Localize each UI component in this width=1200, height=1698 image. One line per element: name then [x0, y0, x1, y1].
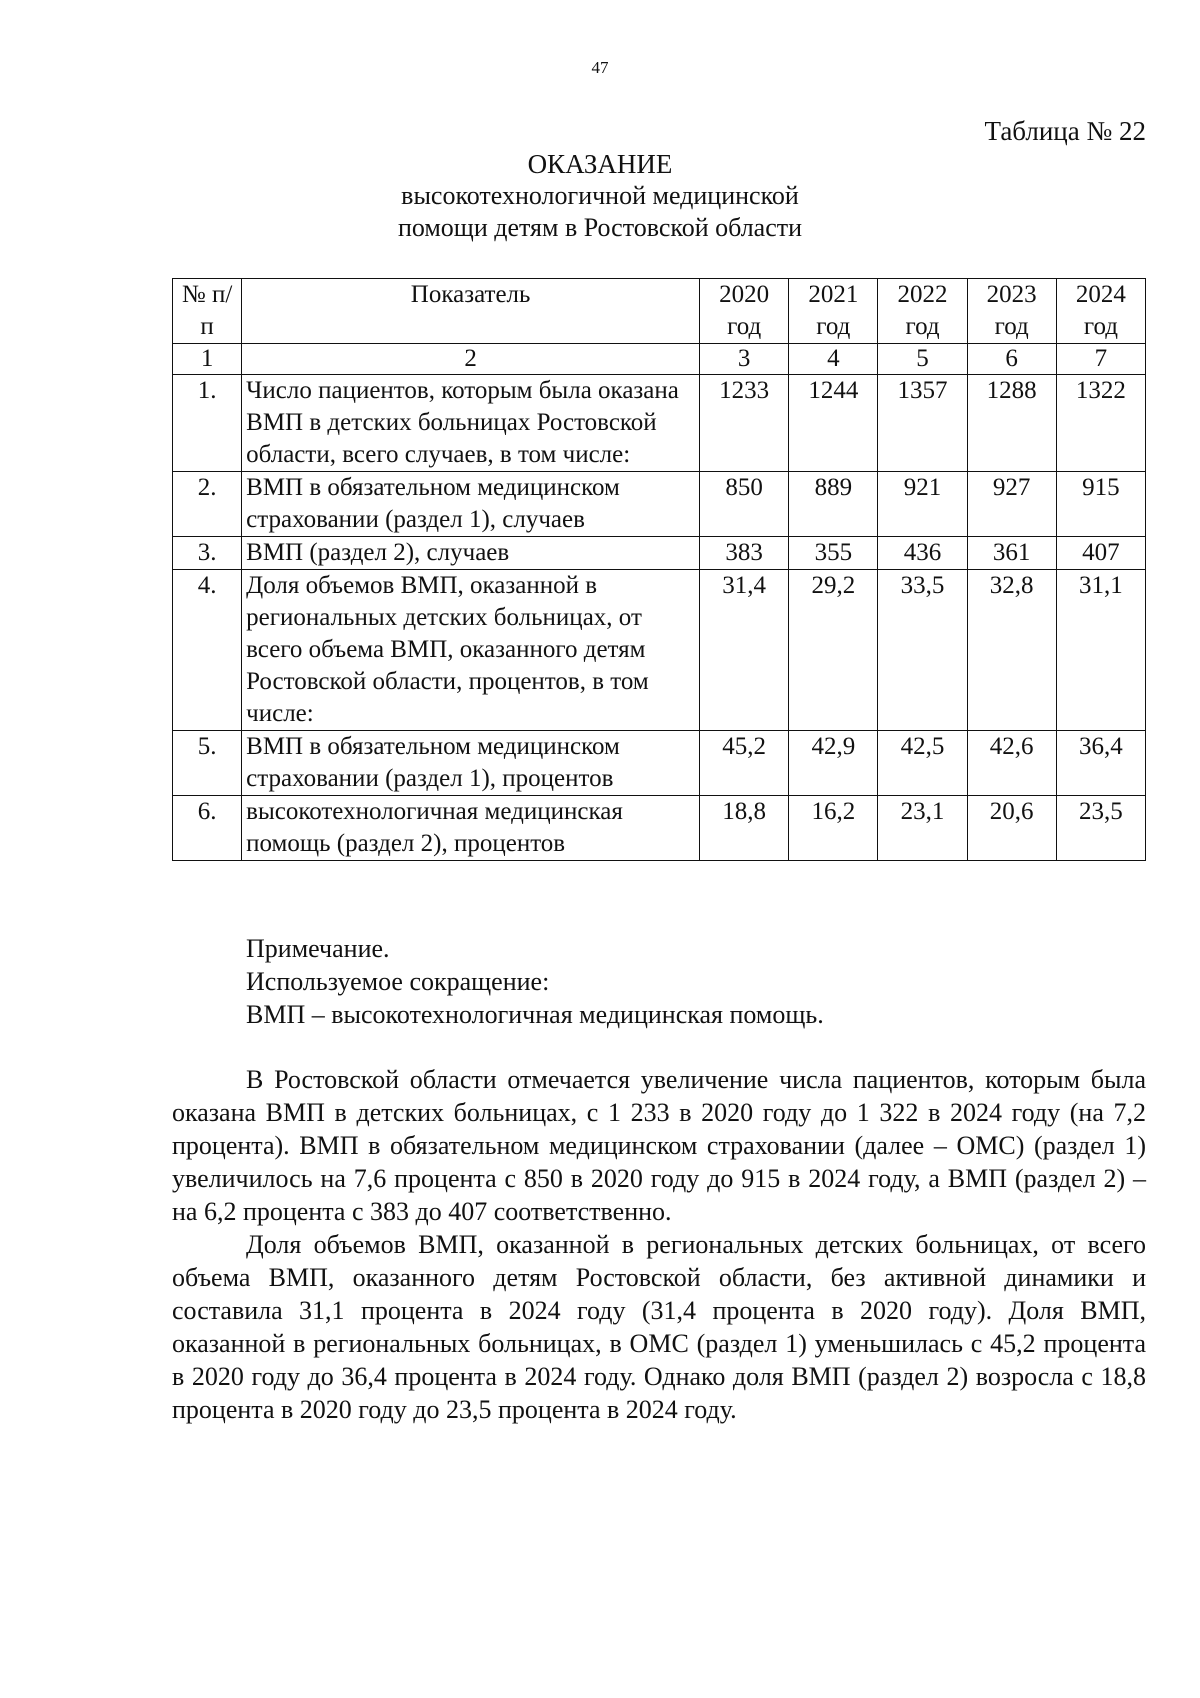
- row-num: 4.: [173, 570, 242, 731]
- title-line-1: ОКАЗАНИЕ: [527, 149, 673, 179]
- note-subtitle: Используемое сокращение:: [246, 967, 550, 996]
- row-value-2021: 16,2: [789, 796, 878, 861]
- row-indicator: ВМП (раздел 2), случаев: [242, 537, 700, 570]
- body-text: [172, 1063, 1146, 1426]
- body-paragraph: Доля объемов ВМП, оказанной в региональных детских больницах, от всего объема ВМП, оказанного детям Ростовской области, без активной динамики и составила 31,1 процента в 2024 году (31,4 процента в 2020 году). Доля ВМП, оказанной в региональных больницах, в ОМС (раздел 1) уменьшилась с 45,2 процента в 2020 году до 36,4 процента в 2024 году. Однако доля ВМП (раздел 2) возросла с 18,8 процента в 2020 году до 23,5 процента в 2024 году.: [172, 1230, 1146, 1424]
- row-value-2020: 850: [700, 472, 789, 537]
- title-line-3: помощи детям в Ростовской области: [397, 213, 803, 242]
- data-table: [172, 278, 1146, 861]
- row-value-2022: 436: [878, 537, 967, 570]
- column-index-cell: 5: [878, 344, 967, 375]
- table-label: Таблица № 22: [984, 116, 1146, 146]
- row-num: 3.: [173, 537, 242, 570]
- row-value-2021: 889: [789, 472, 878, 537]
- row-value-2023: 42,6: [967, 731, 1056, 796]
- table-header-row: [173, 279, 1146, 344]
- row-value-2020: 18,8: [700, 796, 789, 861]
- table-row: [173, 796, 1146, 861]
- row-value-2024: 23,5: [1056, 796, 1145, 861]
- row-value-2023: 361: [967, 537, 1056, 570]
- header-year-2022: 2022 год: [878, 279, 967, 344]
- header-year-2024: 2024 год: [1056, 279, 1145, 344]
- column-index-cell: 1: [173, 344, 242, 375]
- row-value-2021: 1244: [789, 375, 878, 472]
- header-num: № п/п: [173, 279, 242, 344]
- row-num: 5.: [173, 731, 242, 796]
- row-value-2020: 45,2: [700, 731, 789, 796]
- header-year-2023: 2023 год: [967, 279, 1056, 344]
- page-number: 47: [591, 58, 609, 77]
- row-value-2022: 1357: [878, 375, 967, 472]
- row-num: 2.: [173, 472, 242, 537]
- row-value-2023: 20,6: [967, 796, 1056, 861]
- row-num: 1.: [173, 375, 242, 472]
- row-value-2022: 23,1: [878, 796, 967, 861]
- column-index-row: [173, 344, 1146, 375]
- column-index-cell: 4: [789, 344, 878, 375]
- note-block: [246, 932, 824, 1031]
- table-row: [173, 537, 1146, 570]
- row-indicator: Доля объемов ВМП, оказанной в региональных детских больницах, от всего объема ВМП, оказанного детям Ростовской области, процентов, в том числе:: [242, 570, 700, 731]
- note-abbreviation: ВМП – высокотехнологичная медицинская помощь.: [246, 1000, 824, 1029]
- row-value-2020: 1233: [700, 375, 789, 472]
- row-value-2024: 407: [1056, 537, 1145, 570]
- row-value-2021: 42,9: [789, 731, 878, 796]
- header-indicator: Показатель: [242, 279, 700, 344]
- row-value-2023: 1288: [967, 375, 1056, 472]
- row-value-2022: 42,5: [878, 731, 967, 796]
- column-index-cell: 7: [1056, 344, 1145, 375]
- row-value-2020: 31,4: [700, 570, 789, 731]
- row-value-2023: 927: [967, 472, 1056, 537]
- row-value-2024: 1322: [1056, 375, 1145, 472]
- column-index-cell: 2: [242, 344, 700, 375]
- row-indicator: высокотехнологичная медицинская помощь (раздел 2), процентов: [242, 796, 700, 861]
- header-year-2021: 2021 год: [789, 279, 878, 344]
- row-indicator: ВМП в обязательном медицинском страховании (раздел 1), процентов: [242, 731, 700, 796]
- table-row: [173, 570, 1146, 731]
- title-line-2: высокотехнологичной медицинской: [401, 181, 799, 210]
- row-value-2024: 31,1: [1056, 570, 1145, 731]
- row-indicator: Число пациентов, которым была оказана ВМП в детских больницах Ростовской области, всего случаев, в том числе:: [242, 375, 700, 472]
- row-num: 6.: [173, 796, 242, 861]
- row-value-2023: 32,8: [967, 570, 1056, 731]
- column-index-cell: 3: [700, 344, 789, 375]
- table-row: [173, 731, 1146, 796]
- row-value-2021: 29,2: [789, 570, 878, 731]
- row-value-2021: 355: [789, 537, 878, 570]
- row-value-2022: 921: [878, 472, 967, 537]
- body-paragraph: В Ростовской области отмечается увеличение числа пациентов, которым была оказана ВМП в детских больницах, с 1 233 в 2020 году до 1 322 в 2024 году (на 7,2 процента). ВМП в обязательном медицинском страховании (далее – ОМС) (раздел 1) увеличилось на 7,6 процента с 850 в 2020 году до 915 в 2024 году, а ВМП (раздел 2) – на 6,2 процента с 383 до 407 соответственно.: [172, 1065, 1146, 1226]
- table-row: [173, 375, 1146, 472]
- row-indicator: ВМП в обязательном медицинском страховании (раздел 1), случаев: [242, 472, 700, 537]
- table-row: [173, 472, 1146, 537]
- row-value-2020: 383: [700, 537, 789, 570]
- row-value-2024: 915: [1056, 472, 1145, 537]
- table-title: [0, 148, 1200, 244]
- header-year-2020: 2020 год: [700, 279, 789, 344]
- row-value-2024: 36,4: [1056, 731, 1145, 796]
- note-title: Примечание.: [246, 934, 390, 963]
- row-value-2022: 33,5: [878, 570, 967, 731]
- column-index-cell: 6: [967, 344, 1056, 375]
